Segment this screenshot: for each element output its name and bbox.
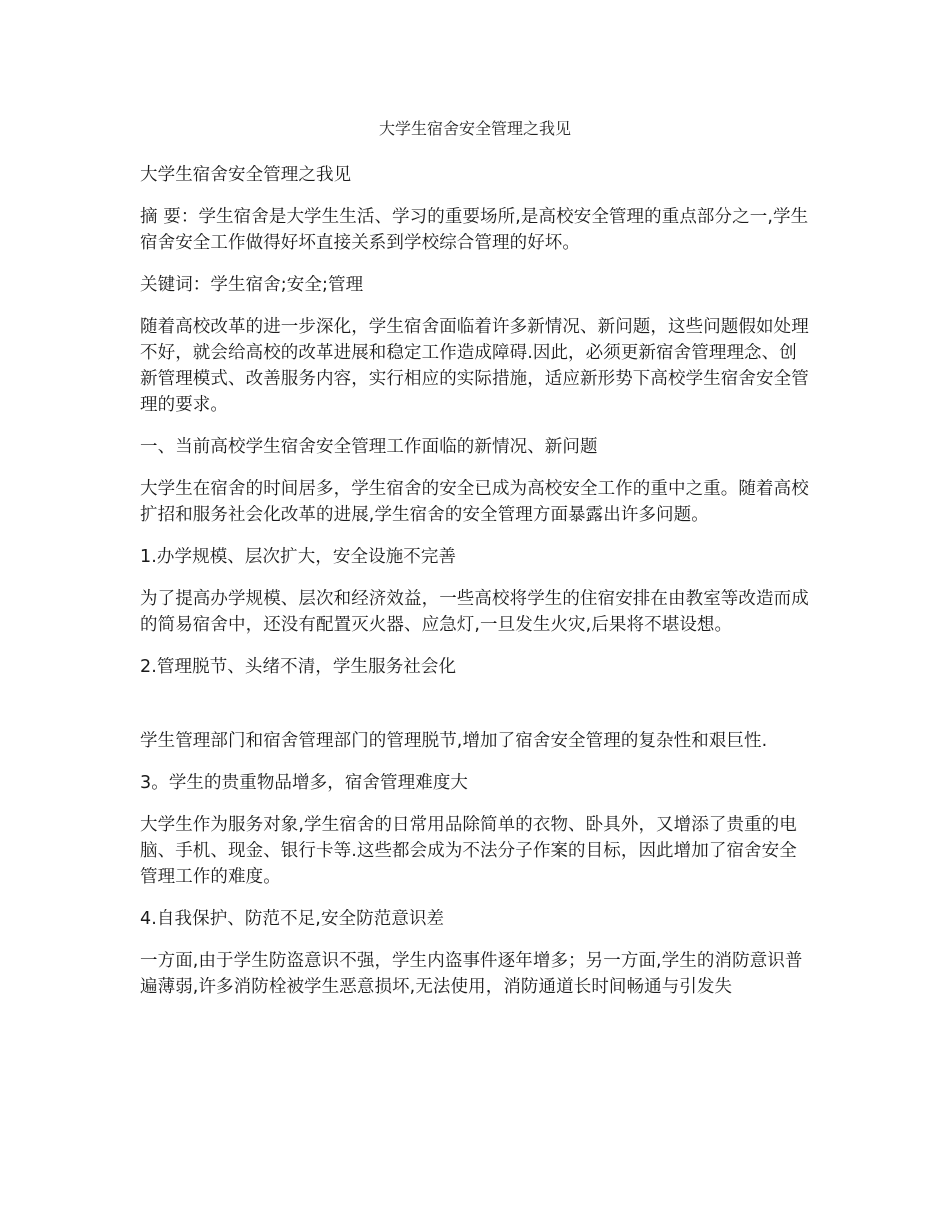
abstract-paragraph: 摘 要：学生宿舍是大学生生活、学习的重要场所,是高校安全管理的重点部分之一,学生宿舍安全工作做得好坏直接关系到学校综合管理的好坏。 <box>140 207 809 253</box>
body-paragraph: 大学生作为服务对象,学生宿舍的日常用品除简单的衣物、卧具外，又增添了贵重的电脑、手机、现金、银行卡等.这些都会成为不法分子作案的目标，因此增加了宿舍安全管理工作的难度。 <box>140 815 797 887</box>
document-title: 大学生宿舍安全管理之我见 <box>378 119 571 138</box>
subheading-1: 1.办学规模、层次扩大，安全设施不完善 <box>140 547 457 567</box>
keywords-paragraph: 关键词：学生宿舍;安全;管理 <box>140 275 364 295</box>
blank-space <box>140 696 812 728</box>
body-paragraph: 一方面,由于学生防盗意识不强，学生内盗事件逐年增多；另一方面,学生的消防意识普遍薄弱,许多消防栓被学生恶意损坏,无法使用，消防通道长时间畅通与引发失 <box>140 951 803 997</box>
body-paragraph: 大学生在宿舍的时间居多，学生宿舍的安全已成为高校安全工作的重中之重。随着高校扩招和服务社会化改革的进展,学生宿舍的安全管理方面暴露出许多问题。 <box>140 479 809 525</box>
section-title: 大学生宿舍安全管理之我见 <box>140 165 352 185</box>
intro-paragraph: 随着高校改革的进一步深化，学生宿舍面临着许多新情况、新问题，这些问题假如处理不好，就会给高校的改革进展和稳定工作造成障碍.因此，必须更新宿舍管理理念、创新管理模式、改善服务内容，实行相应的实际措施，适应新形势下高校学生宿舍安全管理的要求。 <box>140 317 809 415</box>
document-body <box>140 162 812 1016</box>
subheading-4: 4.自我保护、防范不足,安全防范意识差 <box>140 909 445 929</box>
body-paragraph: 学生管理部门和宿舍管理部门的管理脱节,增加了宿舍安全管理的复杂性和艰巨性. <box>140 731 768 751</box>
subheading-2: 2.管理脱节、头绪不清，学生服务社会化 <box>140 657 457 677</box>
subheading-3: 3。学生的贵重物品增多，宿舍管理难度大 <box>140 773 469 793</box>
section-heading-1: 一、当前高校学生宿舍安全管理工作面临的新情况、新问题 <box>140 437 598 457</box>
body-paragraph: 为了提高办学规模、层次和经济效益，一些高校将学生的住宿安排在由教室等改造而成的简易宿舍中，还没有配置灭火器、应急灯,一旦发生火灾,后果将不堪设想。 <box>140 589 809 635</box>
